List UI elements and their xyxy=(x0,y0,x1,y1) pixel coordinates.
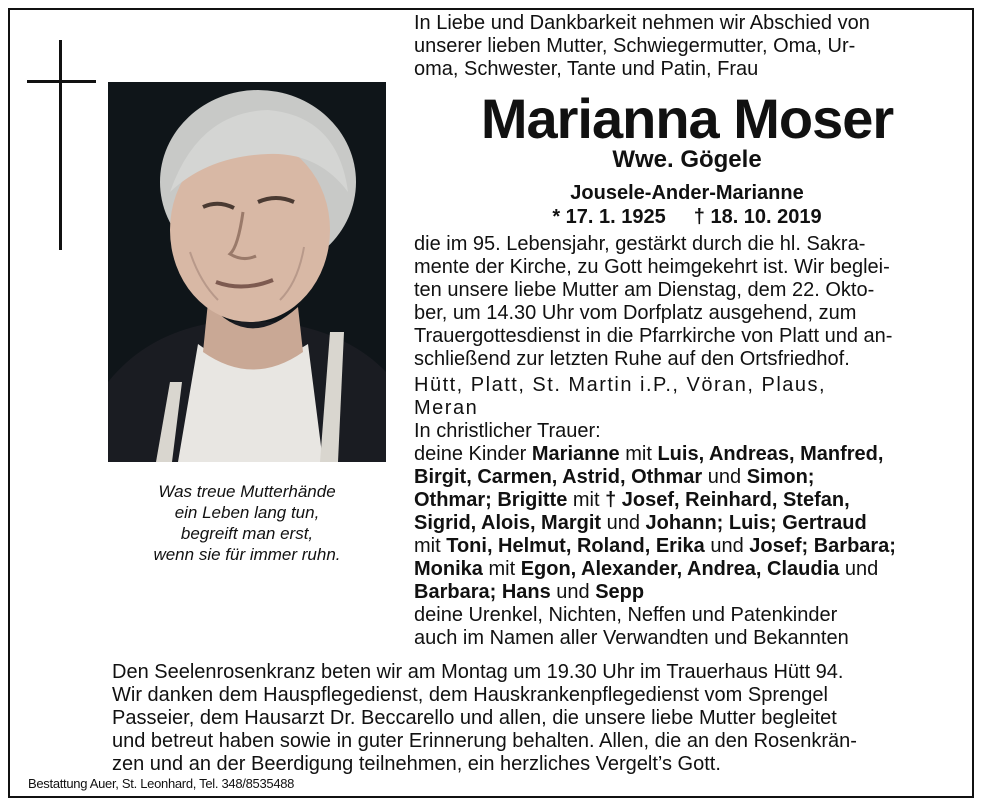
cross-icon-vertical xyxy=(59,40,62,250)
places-line: Meran xyxy=(414,397,479,419)
footer-line: Den Seelenrosenkranz beten wir am Montag um 19.30 Uhr im Trauerhaus Hütt 94. xyxy=(112,661,844,683)
footer-line: und betreut haben sowie in guter Erinnerung behalten. Allen, die an den Rosenkrän- xyxy=(112,730,857,752)
birth-date: * 17. 1. 1925 xyxy=(552,206,666,228)
closing-line: deine Urenkel, Nichten, Neffen und Patenkinder xyxy=(414,604,838,626)
poem-line: wenn sie für immer ruhn. xyxy=(153,545,341,564)
mourners-line: Barbara; Hans und Sepp xyxy=(414,581,645,603)
mourners-line: Sigrid, Alois, Margit und Johann; Luis; Gertraud xyxy=(414,512,867,534)
intro-line: oma, Schwester, Tante und Patin, Frau xyxy=(414,58,759,80)
intro-text xyxy=(414,12,960,81)
footer-line: zen und an der Beerdigung teilnehmen, ein herzliches Vergelt’s Gott. xyxy=(112,753,721,775)
announcement-line: die im 95. Lebensjahr, gestärkt durch die hl. Sakra- xyxy=(414,233,866,255)
cross-icon-horizontal xyxy=(27,80,96,83)
footer-text xyxy=(112,661,964,776)
poem-line: ein Leben lang tun, xyxy=(174,503,320,522)
portrait-photo xyxy=(108,82,386,462)
memorial-poem xyxy=(108,481,386,565)
portrait-illustration xyxy=(108,82,386,462)
announcement-line: ten unsere liebe Mutter am Dienstag, dem 22. Okto- xyxy=(414,279,875,301)
announcement-body xyxy=(414,233,960,650)
places-line: Hütt, Platt, St. Martin i.P., Vöran, Plaus, xyxy=(414,374,827,396)
footer-line: Wir danken dem Hauspflegedienst, dem Hauskrankenpflegedienst vom Sprengel xyxy=(112,684,828,706)
mourners-line: mit Toni, Helmut, Roland, Erika und Josef; Barbara; xyxy=(414,535,896,557)
mourners-line: Birgit, Carmen, Astrid, Othmar und Simon; xyxy=(414,466,815,488)
intro-line: In Liebe und Dankbarkeit nehmen wir Abschied von xyxy=(414,12,870,34)
life-dates xyxy=(414,204,960,230)
footer-line: Passeier, dem Hausarzt Dr. Beccarello und allen, die unsere liebe Mutter begleitet xyxy=(112,707,837,729)
nickname: Jousele-Ander-Marianne xyxy=(570,182,804,204)
intro-line: unserer lieben Mutter, Schwiegermutter, Oma, Ur- xyxy=(414,35,856,57)
mourners-line: Othmar; Brigitte mit † Josef, Reinhard, Stefan, xyxy=(414,489,850,511)
deceased-name: Marianna Moser xyxy=(480,87,894,150)
poem-line: begreift man erst, xyxy=(180,524,314,543)
announcement-line: mente der Kirche, zu Gott heimgekehrt ist. Wir beglei- xyxy=(414,256,890,278)
mourners-line: deine Kinder Marianne mit Luis, Andreas, Manfred, xyxy=(414,443,884,465)
death-date: † 18. 10. 2019 xyxy=(693,206,822,228)
announcement-line: schließend zur letzten Ruhe auf den Ortsfriedhof. xyxy=(414,348,850,370)
poem-line: Was treue Mutterhände xyxy=(158,482,336,501)
announcement-line: ber, um 14.30 Uhr vom Dorfplatz ausgehend, zum xyxy=(414,302,857,324)
mourning-heading: In christlicher Trauer: xyxy=(414,420,601,442)
announcement-line: Trauergottesdienst in die Pfarrkirche von Platt und an- xyxy=(414,325,893,347)
funeral-home-credit: Bestattung Auer, St. Leonhard, Tel. 348/8535488 xyxy=(28,776,295,791)
mourners-line: Monika mit Egon, Alexander, Andrea, Claudia und xyxy=(414,558,879,580)
married-name: Wwe. Gögele xyxy=(612,146,762,173)
closing-line: auch im Namen aller Verwandten und Bekannten xyxy=(414,627,849,649)
